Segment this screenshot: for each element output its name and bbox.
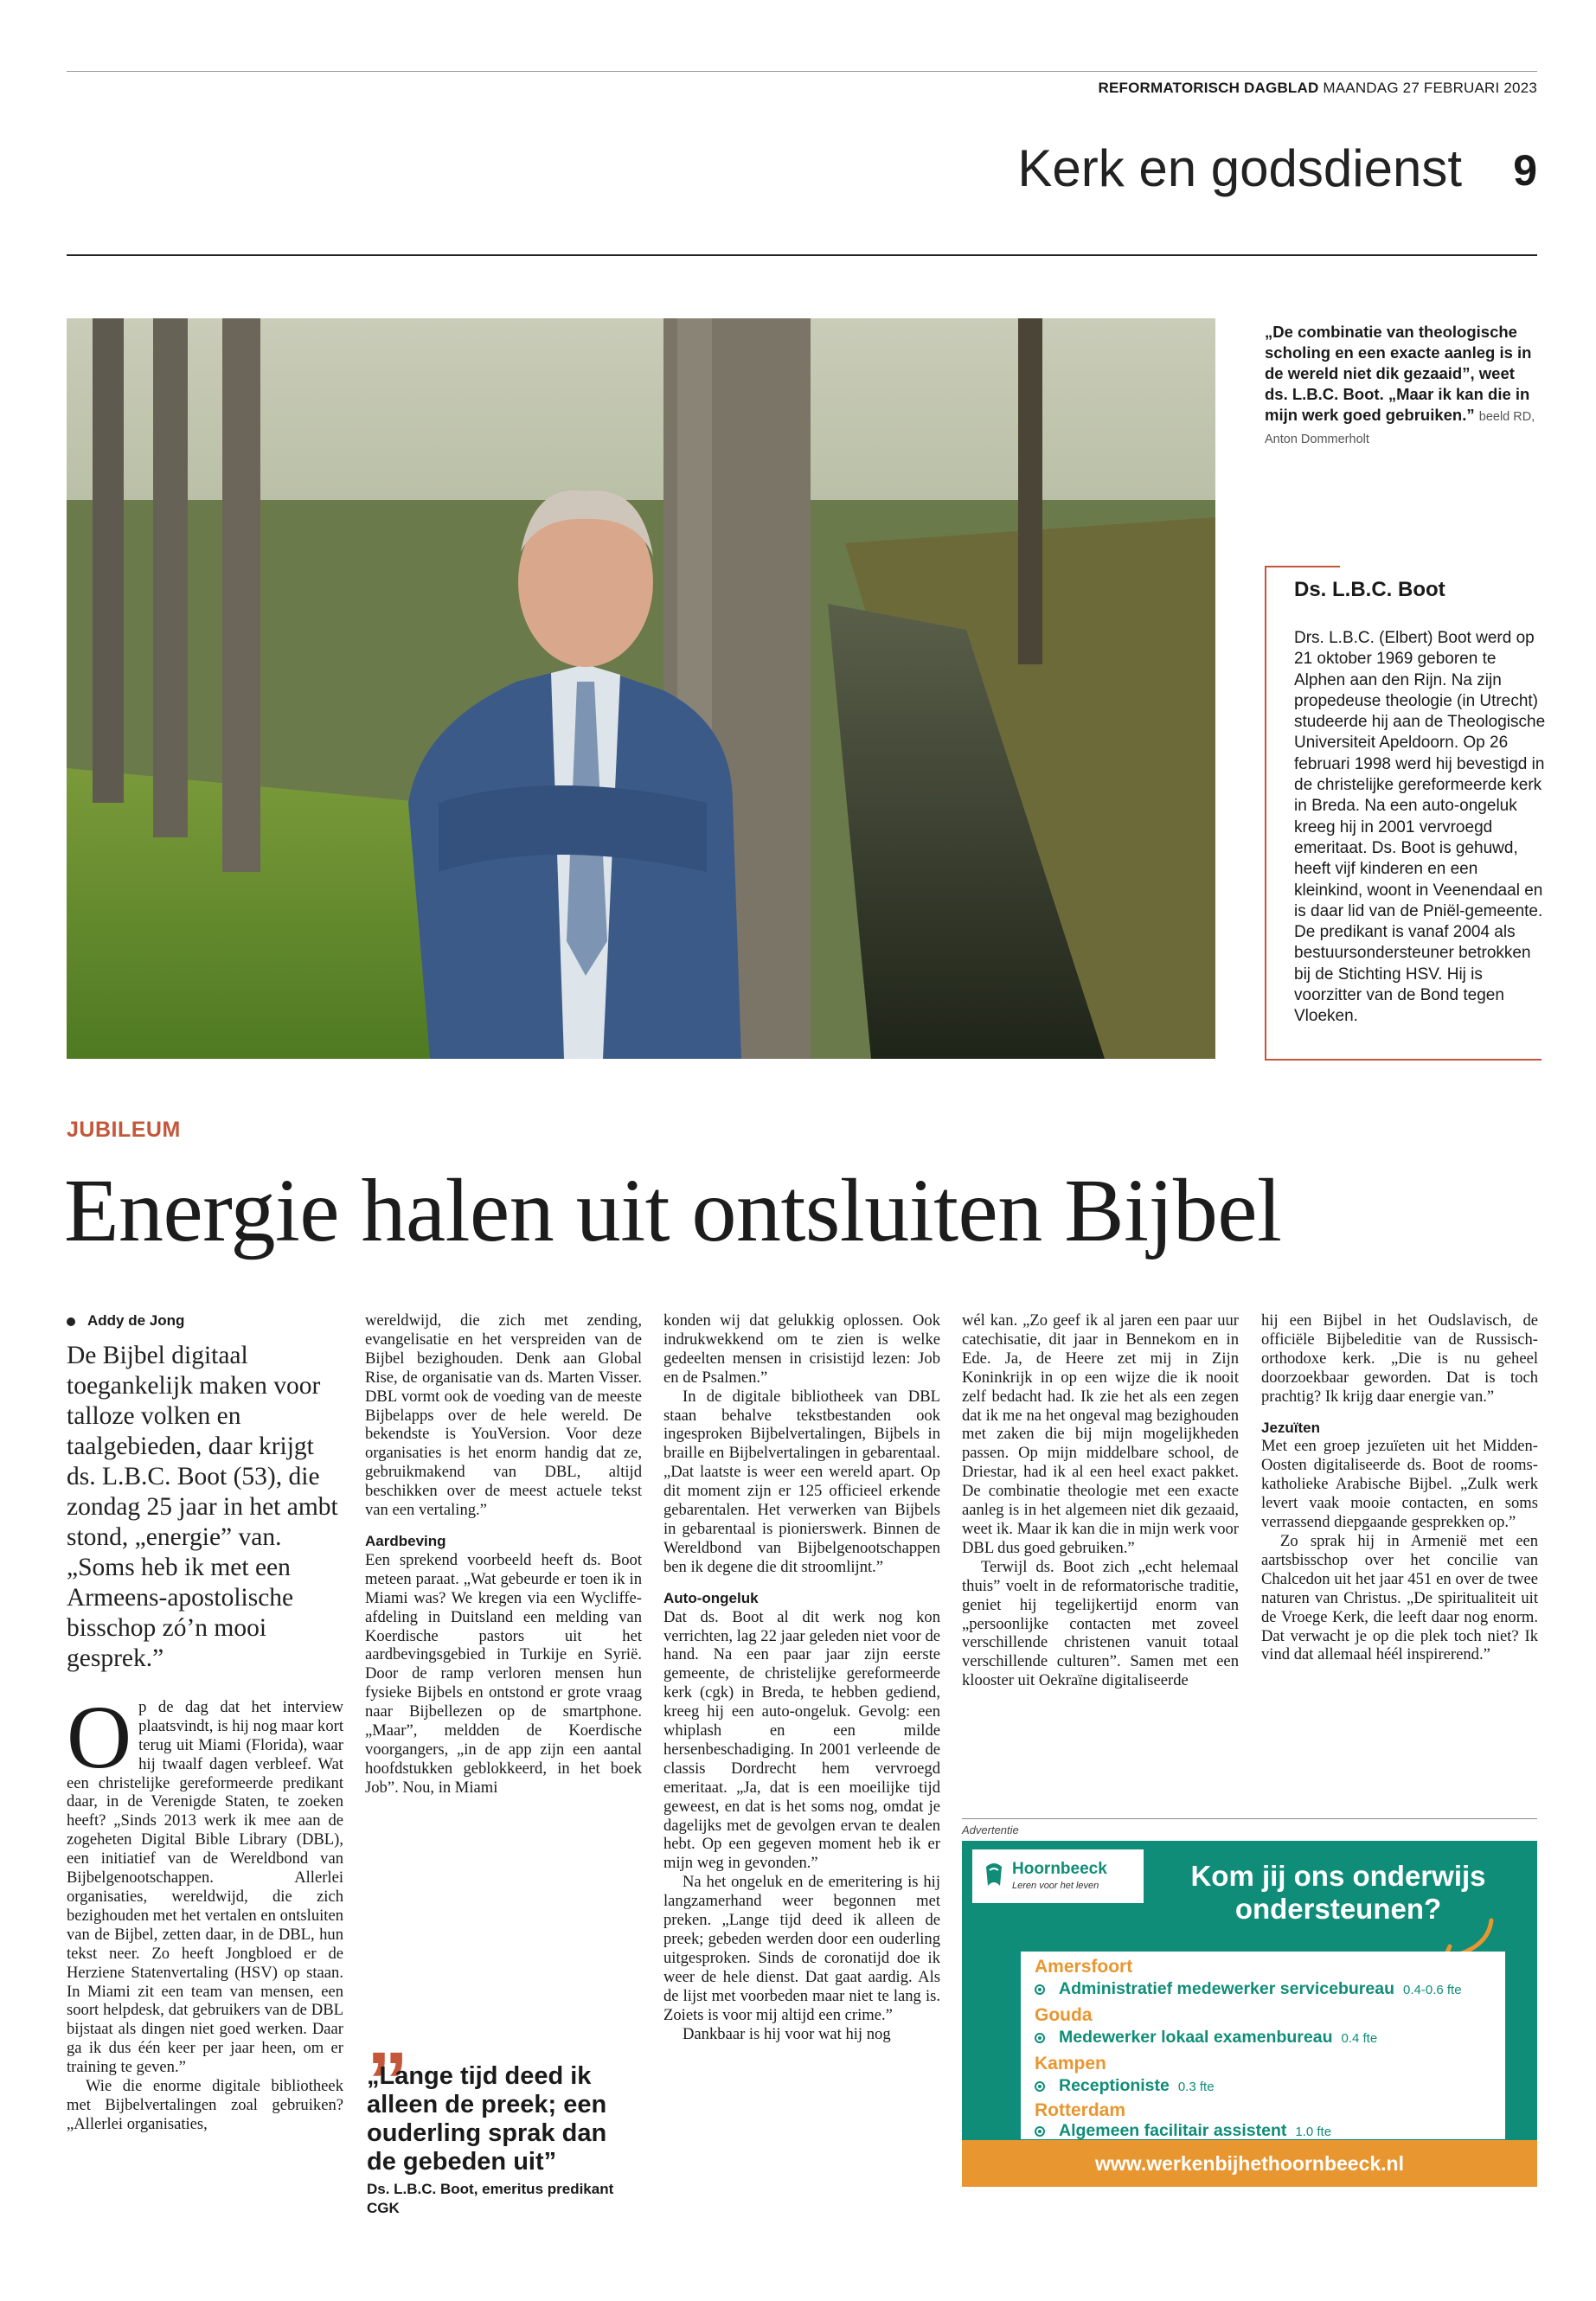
radio-bullet-icon xyxy=(1035,2081,1045,2092)
bio-text: Drs. L.B.C. (Elbert) Boot werd op 21 oktober 1969 geboren te Alphen aan den Rijn. Na zijn propedeuse theologie (in Utrecht) studeerde hij aan de Theologische Universiteit Apeldoorn. Op 26 februari 1998 werd hij bevestigd in de christelijke gereformeerde kerk in Breda. Na een auto-ongeluk kreeg hij in 2001 vervroegd emeritaat. Ds. Boot is gehuwd, heeft vijf kinderen en een kleinkind, woont in Veenendaal en is daar lid van de Pniël-gemeente. De predikant is vanaf 2004 als bestuursondersteuner betrokken bij de Stichting HSV. Hij is voorzitter van de Bond tegen Vloeken. xyxy=(1294,629,1546,1026)
lead-paragraph: De Bijbel digitaal toegankelijk maken voor talloze volken en taalgebieden, daar krijgt ds. L.B.C. Boot (53), die zondag 25 jaar in het ambt stond, „energie” van. „Soms heb ik met een Armeens-apostolische bisschop zó’n mooi gesprek.” xyxy=(67,1341,338,1672)
ad-logo-name: Hoornbeeck xyxy=(1012,1860,1107,1878)
hoornbeeck-logo-icon xyxy=(983,1862,1005,1888)
kicker: JUBILEUM xyxy=(67,1118,181,1142)
body-paragraph: Dat ds. Boot al dit werk nog kon verrichten, lag 22 jaar geleden niet voor de hand. Na een paar jaar zijn eerste gemeente, de christelijke gereformeerde kerk (cgk) in Breda, te hebben gediend, kreeg hij een auto-ongeluk. Gevolg: een whiplash en een milde hersenbeschadiging. In 2001 verleende de classis Dordrecht hem vervroegd emeritaat. „Ja, dat is een moeilijke tijd geweest, en dat is het soms nog, omdat je dagelijks met de gevolgen ervan te dealen hebt. Op een gegeven moment heb ik er mijn weg in gevonden.” xyxy=(663,1607,940,1873)
subheading: Aardbeving xyxy=(365,1532,446,1549)
vacancy-city: Kampen xyxy=(1035,2054,1106,2073)
radio-bullet-icon xyxy=(1035,2033,1045,2043)
body-paragraph: Wie die enorme digitale bibliotheek met Bijbelvertalingen zoal gebruiken? „Allerlei organisaties, xyxy=(67,2077,343,2133)
bio-title: Ds. L.B.C. Boot xyxy=(1294,578,1445,601)
article-column-5 xyxy=(1261,1311,1538,1664)
ad-title: Kom jij ons onderwijs ondersteunen? xyxy=(1190,1860,1486,1925)
vacancy-city: Amersfoort xyxy=(1035,1957,1133,1977)
subheading: Auto-ongeluk xyxy=(663,1589,759,1606)
vacancy-fte: 0.4-0.6 fte xyxy=(1403,1983,1462,1997)
bullet-icon xyxy=(67,1317,75,1326)
article-column-1 xyxy=(67,1311,343,2134)
subheading: Jezuïten xyxy=(1261,1419,1321,1436)
ad-rule xyxy=(962,1818,1537,1819)
caption-text: „De combinatie van theologische scholing en een exacte aanleg is in de wereld niet dik gezaaid”, weet ds. L.B.C. Boot. „Maar ik kan die in mijn werk goed gebruiken.” xyxy=(1265,323,1532,424)
paper-name: REFORMATORISCH DAGBLAD xyxy=(1098,80,1319,96)
photo-credit: beeld RD, Anton Dommerholt xyxy=(1265,410,1535,446)
body-paragraph: In de digitale bibliotheek van DBL staan behalve tekstbestanden ook ingesproken Bijbelvertalingen, Bijbels in braille en Bijbelvertalingen in gebarentaal. „Dat laatste is weer een wereld apart. Op dit moment zijn er 125 officieel erkende gebarentalen. Het verwerken van Bijbels in gebarentaal is pionierswerk. Binnen de Wereldbond van Bijbelgenootschappen ben ik degene die dit stroomlijnt.” xyxy=(663,1387,940,1576)
pull-quote-source: Ds. L.B.C. Boot, emeritus predikant CGK xyxy=(367,2181,614,2216)
byline-author: Addy de Jong xyxy=(87,1312,185,1329)
vacancy-title: Receptioniste xyxy=(1059,2076,1170,2095)
page-number: 9 xyxy=(1513,146,1537,195)
bio-accent-rule xyxy=(1266,566,1340,567)
photo-caption xyxy=(1265,322,1540,450)
vacancy-item[interactable] xyxy=(1035,2028,1377,2048)
radio-bullet-icon xyxy=(1035,2126,1045,2137)
radio-bullet-icon xyxy=(1035,1984,1045,1995)
body-text: p de dag dat het interview plaatsvindt, is hij nog maar kort terug uit Miami (Florida), waar hij twaalf dagen verbleef. Wat een christelijke gereformeerde predikant daar, in de Verenigde Staten, te zoeken heeft? „Sinds 2013 werk ik mee aan de zogeheten Digital Bible Library (DBL), een initiatief van de Wereldbond van Bijbelgenootschappen. Allerlei organisaties, wereldwijd, die zich bezighouden met het vertalen en ontsluiten van de Bijbel, zetten daar, in de DBL, hun tekst neer. Zo heeft Jongbloed er de Herziene Statenvertaling (HSV) op staan. In Miami zit een team van mensen, een soort helpdesk, dat gebruikers van de DBL bijstaat als dingen niet goed werken. Daar ga ik dus één keer per jaar heen, om er training te geven.” xyxy=(67,1697,343,2077)
section-title: Kerk en godsdienst xyxy=(1017,139,1462,197)
vacancy-item[interactable] xyxy=(1035,2121,1331,2141)
vacancy-fte: 0.3 fte xyxy=(1177,2080,1215,2094)
body-paragraph: Zo sprak hij in Armenië met een aartsbisschop over het concilie van Chalcedon uit het jaar 451 en over de twee naturen van Christus. „De spiritualiteit uit de Vroege Kerk, die leeft daar nog enorm. Dat verwacht je op die plek toch niet? Ik vind dat allemaal héél inspirerend.” xyxy=(1261,1531,1538,1664)
vacancy-city: Gouda xyxy=(1035,2005,1093,2025)
body-paragraph: wél kan. „Zo geef ik al jaren een paar uur catechisatie, dit jaar in Bennekom en in Ede. Ja, de Heere zet mij in Zijn Koninkrijk in op een wijze die ik nooit zelf bedacht had. Ik zie het als een zegen dat ik me na het ongeval mag bezighouden met zaken die bij mijn mogelijkheden passen. Op mijn middelbare school, de Driestar, had ik al een heel exact pakket. De combinatie theologie met een exacte aanleg is in het algemeen niet dik gezaaid, weet ik. Maar ik kan die in mijn werk voor DBL dus goed gebruiken.” xyxy=(962,1311,1239,1557)
byline xyxy=(67,1311,343,1330)
ad-logo xyxy=(972,1849,1144,1903)
advertisement[interactable] xyxy=(962,1841,1537,2187)
body-paragraph: Dankbaar is hij voor wat hij nog xyxy=(683,2024,891,2043)
body-paragraph: Na het ongeluk en de emeritering is hij langzamerhand weer begonnen met preken. „Lange tijd deed ik alleen de preek; gebeden werden door een ouderling uitgesproken. Sinds de coronatijd doe ik weer de hele dienst. Dat gaat aardig. Als de lijst met voorbeden maar niet te lang is. Zoiets is voor mij altijd een crime.” xyxy=(663,1873,940,2024)
vacancy-item[interactable] xyxy=(1035,2076,1215,2096)
portrait-illustration xyxy=(67,318,1215,1059)
top-rule xyxy=(67,71,1537,72)
masthead xyxy=(1098,80,1537,97)
vacancy-title: Administratief medewerker servicebureau xyxy=(1059,1979,1395,1998)
ad-label: Advertentie xyxy=(962,1823,1019,1836)
pull-quote: „Lange tijd deed ik alleen de preek; een ouderling sprak dan de gebeden uit” xyxy=(367,2062,607,2176)
article-column-2 xyxy=(365,1311,642,1798)
vacancy-fte: 1.0 fte xyxy=(1295,2125,1332,2139)
ad-url-link[interactable]: www.werkenbijhethoornbeeck.nl xyxy=(962,2140,1537,2187)
vacancy-item[interactable] xyxy=(1035,1979,1462,1999)
headline: Energie halen uit ontsluiten Bijbel xyxy=(64,1161,1282,1260)
vacancy-title: Algemeen facilitair assistent xyxy=(1059,2121,1287,2140)
issue-date: MAANDAG 27 FEBRUARI 2023 xyxy=(1323,80,1537,96)
quote-mark-icon: „ xyxy=(367,1989,408,2081)
body-paragraph: hij een Bijbel in het Oudslavisch, de officiële Bijbeleditie van de Russisch-orthodoxe kerk. „Die is nu geheel doorzoekbaar geworden. Dat is toch prachtig? Ik krijg daar energie van.” xyxy=(1261,1311,1538,1406)
drop-cap: O xyxy=(67,1687,132,1787)
body-paragraph: Een sprekend voorbeeld heeft ds. Boot meteen paraat. „Wat gebeurde er toen ik in Miami was? We kregen via een Wycliffe-afdeling in Duitsland een melding van Koerdische pastors uit het aardbevingsgebied in Turkije en Syrië. Door de ramp verloren mensen hun fysieke Bijbels en ontstond er grote vraag naar Bijbellezen op de smartphone. „Maar”, meldden de Koerdische voorgangers, „in de app zijn een aantal hoofdstukken geblokkeerd, in het boek Job”. Nou, in Miami xyxy=(365,1550,642,1797)
header-rule xyxy=(67,254,1537,256)
body-paragraph xyxy=(67,1687,343,2077)
vacancy-title: Medewerker lokaal examenbureau xyxy=(1059,2028,1333,2047)
body-paragraph: Terwijl ds. Boot zich „echt helemaal thuis” voelt in de reformatorische traditie, geniet hij tegelijkertijd enorm van „persoonlijke contacten met zoveel verschillende christenen vanuit totaal verschillende culturen”. Samen met een klooster uit Oekraïne digitaliseerde xyxy=(962,1557,1239,1690)
body-paragraph: wereldwijd, die zich met zending, evangelisatie en het verspreiden van de Bijbel bezighouden. Denk aan Global Rise, de organisatie van ds. Marten Visser. DBL vormt ook de voeding van de meeste Bijbelapps over de hele wereld. De bekendste is YouVersion. Voor deze organisaties is het enorm handig dat ze, gebruikmakend van DBL, altijd beschikken over de meest actuele tekst van een vertaling.” xyxy=(365,1311,642,1520)
article-photo xyxy=(67,318,1215,1059)
article-column-4 xyxy=(962,1311,1239,1690)
ad-logo-tagline: Leren voor het leven xyxy=(1012,1881,1099,1891)
body-paragraph: Met een groep jezuïeten uit het Midden-Oosten digitaliseerde ds. Boot de rooms-katholieke Arabische Bijbel. „Zulk werk levert vaak mooie contacten, en soms verrassend diepgaande gesprekken op.” xyxy=(1261,1437,1538,1532)
vacancy-list xyxy=(1021,1952,1505,2139)
bio-box xyxy=(1265,566,1546,1061)
body-paragraph: konden wij dat gelukkig oplossen. Ook indrukwekkend om te zien is welke gedeelten mensen in crisistijd lezen: Job en de Psalmen.” xyxy=(663,1311,940,1387)
article-column-3 xyxy=(663,1311,940,2043)
vacancy-city: Rotterdam xyxy=(1035,2100,1126,2120)
vacancy-fte: 0.4 fte xyxy=(1341,2031,1378,2046)
